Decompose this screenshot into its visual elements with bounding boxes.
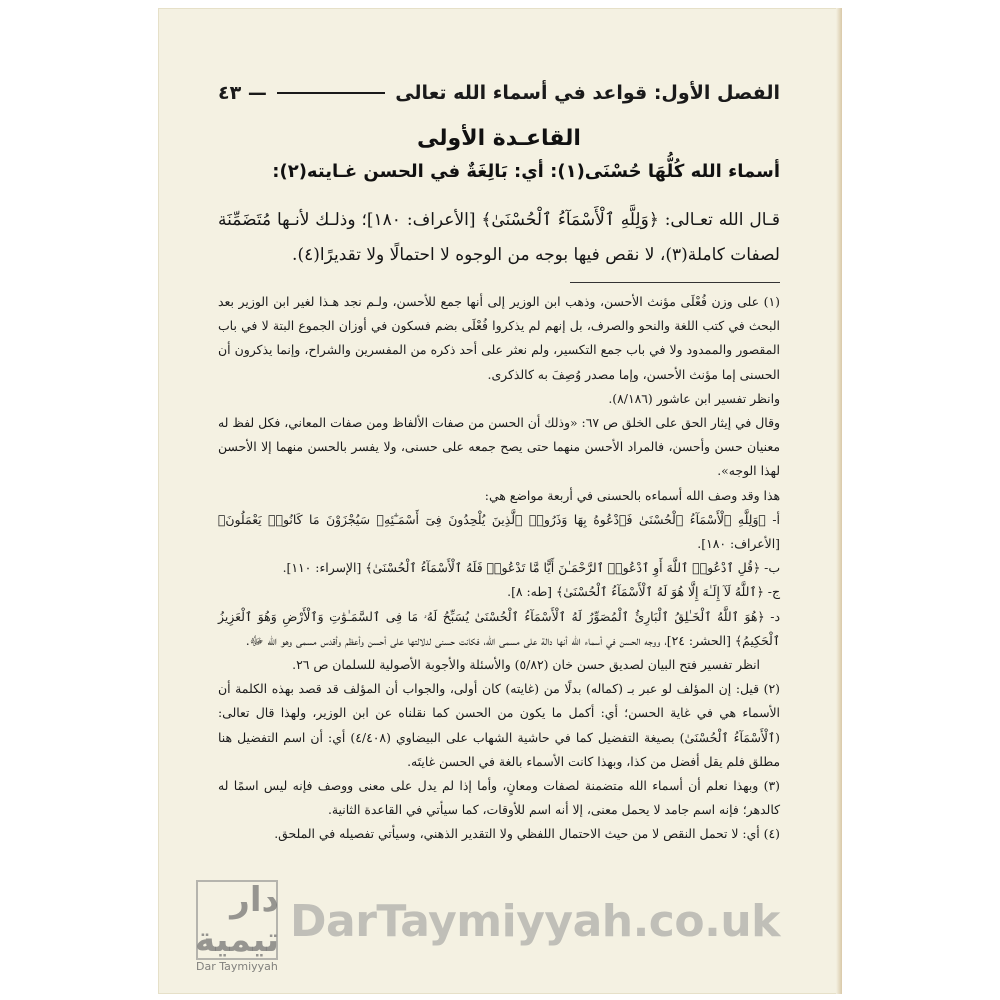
book-page xyxy=(158,8,842,994)
page-number: — ٤٣ xyxy=(218,82,267,104)
watermark-logo-text: دار تيمية xyxy=(195,880,279,960)
header-rule xyxy=(277,92,385,94)
footnote-1-verse-a: أ- ﴿وَلِلَّهِ ٱلْأَسْمَآءُ ٱلْحُسْنَىٰ فَٱدْعُوهُ بِهَا وَذَرُوا۟ ٱلَّذِينَ يُلْحِدُونَ فِىٓ أَسْمَـٰٓئِهِۦ سَيُجْزَوْنَ مَا كَانُوا۟ يَعْمَلُونَ﴾ [الأعراف: ١٨٠]. xyxy=(218,511,780,552)
footnote-3: (٣) وبهذا نعلم أن أسماء الله متضمنة لصفات ومعانٍ، وأما إذا لم يدل على معنى ووصف فإنه ليس اسمًا له كالدهر؛ فإنه اسم جامد لا يحمل معنى، إلا أنه اسم للأوقات، كما سيأتي في القاعدة الثانية. xyxy=(218,778,780,818)
rule-statement: أسماء الله كُلُّهَا حُسْنَى(١): أي: بَالِغَةٌ في الحسن غـايته(٢): xyxy=(272,161,780,182)
footnote-1-verse-c: ج- ﴿ٱللَّهُ لَآ إِلَـٰهَ إِلَّا هُوَ لَهُ ٱلْأَسْمَآءُ ٱلْحُسْنَىٰ﴾ [طه: ٨]. xyxy=(507,584,780,600)
watermark-url: DarTaymiyyah.co.uk xyxy=(290,896,780,947)
watermark-logo xyxy=(196,880,278,960)
rule-title: القاعـدة الأولى xyxy=(417,126,581,151)
footnote-1-verse-b: ب- ﴿قُلِ ٱدْعُوا۟ ٱللَّهَ أَوِ ٱدْعُوا۟ ٱلرَّحْمَـٰنَ أَيًّا مَّا تَدْعُوا۟ فَلَهُ ٱلْأَسْمَآءُ ٱلْحُسْنَىٰ﴾ [الإسراء: ١١٠]. xyxy=(282,560,780,576)
running-header xyxy=(218,76,780,110)
page-edge-shadow xyxy=(836,8,842,994)
main-paragraph: قـال الله تعـالى: ﴿وَلِلَّهِ ٱلْأَسْمَآءُ ٱلْحُسْنَىٰ﴾ [الأعراف: ١٨٠]؛ وذلـك لأنـها مُتَضَمِّنَة لصفات كاملة(٣)، لا نقص فيها بوجه من الوجوه لا احتمالًا ولا تقديرًا(٤). xyxy=(218,210,780,265)
footnote-1-paragraph-2: وانظر تفسير ابن عاشور (٨/١٨٦). xyxy=(608,390,780,406)
watermark-caption: Dar Taymiyyah xyxy=(196,960,278,973)
footnote-1-paragraph-3: وقال في إيثار الحق على الخلق ص ٦٧: «وذلك أن الحسن من صفات الألفاظ ومن صفات المعاني، فكل لفظ له معنيان حسن وأحسن، فالمراد الأحسن منهما حتى يصح جمعه على حسنى، ولا يفسر بالحسن منهما إلا الأحسن لهذا الوجه». xyxy=(218,415,780,479)
footnote-1-verse-d: د- ﴿هُوَ ٱللَّهُ ٱلْخَـٰلِقُ ٱلْبَارِئُ ٱلْمُصَوِّرُ لَهُ ٱلْأَسْمَآءُ ٱلْحُسْنَىٰ يُسَبِّحُ لَهُۥ مَا فِى ٱلسَّمَـٰوَٰتِ وَٱلْأَرْضِ وَهُوَ ٱلْعَزِيزُ ٱلْحَكِيمُ﴾ [الحشر: ٢٤]، ووجه الحسن في أسماء الله أنها دالة على مسمى الله، فكانت حسنى لدلالتها على أحسن وأعظم وأقدس مسمى وهو الله ﷻ. xyxy=(218,608,780,648)
footnotes xyxy=(218,290,780,847)
footnote-separator xyxy=(570,282,780,283)
footnote-1-paragraph-1: (١) على وزن فُعْلَى مؤنث الأحسن، وذهب ابن الوزير إلى أنها جمع للأحسن، ولـم نجد هـذا لغير ابن الوزير بعد البحث في كتب اللغة والنحو والصرف، بل إنهم لم يذكروا فُعْلَى بضم فسكون في أوزان الجموع البتة لا في باب المقصور والممدود ولا في باب جمع التكسير، ولم نعثر على أحد ذكره من المفسرين والشراح، وإنما يذكرون أن الحسنى إما مؤنث الأحسن، وإما مصدر وُصِفَ به كالذكرى. xyxy=(218,294,780,382)
footnote-4: (٤) أي: لا تحمل النقص لا من حيث الاحتمال اللفظي ولا التقدير الذهني، وسيأتي تفصيله في الملحق. xyxy=(274,826,780,842)
footnote-1-paragraph-5: انظر تفسير فتح البيان لصديق حسن خان (٥/٨٢) والأسئلة والأجوبة الأصولية للسلمان ص ٢٦. xyxy=(292,657,760,673)
chapter-title: الفصل الأول: قواعد في أسماء الله تعالى xyxy=(395,82,780,104)
footnote-2: (٢) قيل: إن المؤلف لو عبر بـ (كماله) بدلًا من (غايته) كان أولى، والجواب أن المؤلف قد قصد بهذه الكلمة أن الأسماء هي في غاية الحسن؛ أي: أكمل ما يكون من الحسن كما نقلناه عن ابن الوزير، ولهذا قال تعالى: (ٱلْأَسْمَآءُ ٱلْحُسْنَىٰ) بصيغة التفضيل كما في حاشية الشهاب على البيضاوي (٤/٤٠٨) أي: أن اسم التفضيل هنا مطلق فلم يقل أفضل من كذا، وبهذا كانت الأسماء بالغة في الحسن غايتَه. xyxy=(218,681,780,769)
footnote-1-paragraph-4: هذا وقد وصف الله أسماءه بالحسنى في أربعة مواضع هي: xyxy=(484,487,780,503)
